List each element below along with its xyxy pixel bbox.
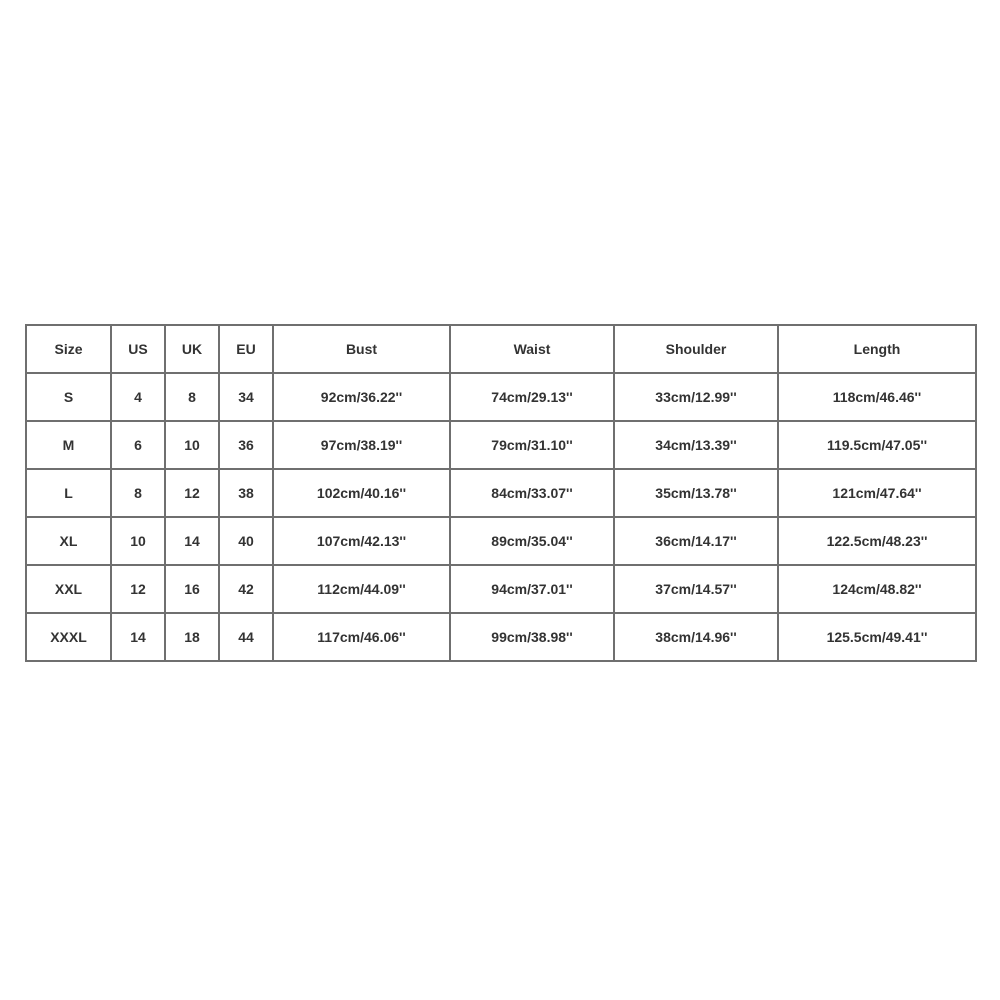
cell-waist: 74cm/29.13'' xyxy=(450,373,614,421)
cell-waist: 94cm/37.01'' xyxy=(450,565,614,613)
header-size: Size xyxy=(26,325,111,373)
header-shoulder: Shoulder xyxy=(614,325,778,373)
cell-us: 10 xyxy=(111,517,165,565)
cell-waist: 79cm/31.10'' xyxy=(450,421,614,469)
cell-uk: 14 xyxy=(165,517,219,565)
header-length: Length xyxy=(778,325,976,373)
cell-length: 122.5cm/48.23'' xyxy=(778,517,976,565)
cell-bust: 112cm/44.09'' xyxy=(273,565,450,613)
cell-length: 119.5cm/47.05'' xyxy=(778,421,976,469)
table-row xyxy=(26,469,976,517)
cell-shoulder: 37cm/14.57'' xyxy=(614,565,778,613)
cell-bust: 107cm/42.13'' xyxy=(273,517,450,565)
size-chart-table xyxy=(25,324,977,662)
cell-uk: 16 xyxy=(165,565,219,613)
cell-eu: 38 xyxy=(219,469,273,517)
cell-us: 4 xyxy=(111,373,165,421)
header-us: US xyxy=(111,325,165,373)
cell-shoulder: 34cm/13.39'' xyxy=(614,421,778,469)
cell-size: XXL xyxy=(26,565,111,613)
header-bust: Bust xyxy=(273,325,450,373)
cell-us: 12 xyxy=(111,565,165,613)
cell-eu: 42 xyxy=(219,565,273,613)
cell-shoulder: 36cm/14.17'' xyxy=(614,517,778,565)
cell-shoulder: 35cm/13.78'' xyxy=(614,469,778,517)
cell-length: 121cm/47.64'' xyxy=(778,469,976,517)
table-header-row xyxy=(26,325,976,373)
cell-eu: 40 xyxy=(219,517,273,565)
header-uk: UK xyxy=(165,325,219,373)
table-row xyxy=(26,421,976,469)
header-waist: Waist xyxy=(450,325,614,373)
table-row xyxy=(26,373,976,421)
cell-size: XL xyxy=(26,517,111,565)
table-row xyxy=(26,613,976,661)
table-row xyxy=(26,565,976,613)
cell-bust: 97cm/38.19'' xyxy=(273,421,450,469)
cell-uk: 12 xyxy=(165,469,219,517)
cell-size: XXXL xyxy=(26,613,111,661)
header-eu: EU xyxy=(219,325,273,373)
cell-size: L xyxy=(26,469,111,517)
cell-us: 14 xyxy=(111,613,165,661)
cell-shoulder: 38cm/14.96'' xyxy=(614,613,778,661)
cell-bust: 92cm/36.22'' xyxy=(273,373,450,421)
cell-length: 118cm/46.46'' xyxy=(778,373,976,421)
cell-length: 125.5cm/49.41'' xyxy=(778,613,976,661)
cell-waist: 89cm/35.04'' xyxy=(450,517,614,565)
cell-shoulder: 33cm/12.99'' xyxy=(614,373,778,421)
cell-size: M xyxy=(26,421,111,469)
cell-size: S xyxy=(26,373,111,421)
cell-uk: 8 xyxy=(165,373,219,421)
cell-us: 6 xyxy=(111,421,165,469)
cell-us: 8 xyxy=(111,469,165,517)
cell-bust: 102cm/40.16'' xyxy=(273,469,450,517)
cell-uk: 18 xyxy=(165,613,219,661)
cell-eu: 34 xyxy=(219,373,273,421)
table-row xyxy=(26,517,976,565)
cell-waist: 99cm/38.98'' xyxy=(450,613,614,661)
cell-eu: 44 xyxy=(219,613,273,661)
cell-waist: 84cm/33.07'' xyxy=(450,469,614,517)
cell-bust: 117cm/46.06'' xyxy=(273,613,450,661)
cell-eu: 36 xyxy=(219,421,273,469)
cell-uk: 10 xyxy=(165,421,219,469)
cell-length: 124cm/48.82'' xyxy=(778,565,976,613)
